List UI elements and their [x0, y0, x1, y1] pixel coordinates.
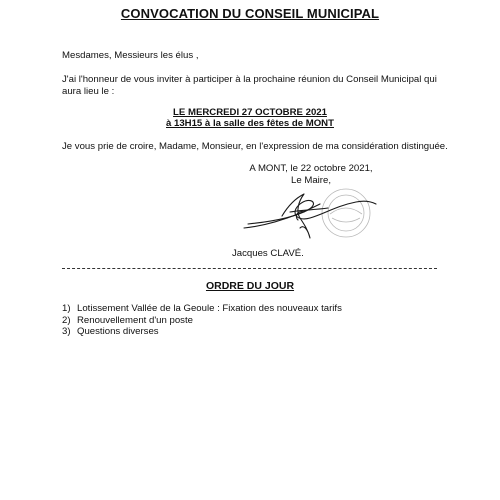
- agenda-item-text: Renouvellement d'un poste: [77, 314, 193, 326]
- agenda-item-number: 2): [62, 314, 71, 326]
- agenda-item: [62, 315, 342, 327]
- handwritten-signature-icon: [244, 194, 376, 238]
- signer-name: Jacques CLAVÉ.: [232, 248, 304, 259]
- agenda-item-number: 3): [62, 326, 71, 337]
- agenda-item: [62, 303, 342, 315]
- meeting-date: LE MERCREDI 27 OCTOBRE 2021: [173, 107, 327, 118]
- closing-paragraph: Je vous prie de croire, Madame, Monsieur, en l'expression de ma considération distinguée.: [62, 141, 448, 152]
- intro-paragraph: J'ai l'honneur de vous inviter à participer à la prochaine réunion du Conseil Municipal qui aura lieu le :: [62, 74, 437, 97]
- signature-and-stamp: [238, 188, 383, 248]
- agenda-item-number: 1): [62, 303, 71, 314]
- separator: [62, 268, 437, 269]
- agenda-item: [62, 326, 342, 338]
- salutation: Mesdames, Messieurs les élus ,: [62, 50, 199, 61]
- agenda-list: [62, 303, 342, 338]
- agenda-item-text: Lotissement Vallée de la Geoule : Fixation des nouveaux tarifs: [77, 303, 342, 314]
- document-title: CONVOCATION DU CONSEIL MUNICIPAL: [120, 6, 380, 21]
- mayor-role: Le Maire,: [291, 175, 331, 186]
- agenda-title: ORDRE DU JOUR: [205, 280, 295, 292]
- mayor-stamp-icon: [322, 189, 370, 237]
- place-date: A MONT, le 22 octobre 2021,: [249, 163, 373, 174]
- meeting-place: à 13H15 à la salle des fêtes de MONT: [166, 118, 334, 129]
- agenda-item-text: Questions diverses: [77, 326, 159, 337]
